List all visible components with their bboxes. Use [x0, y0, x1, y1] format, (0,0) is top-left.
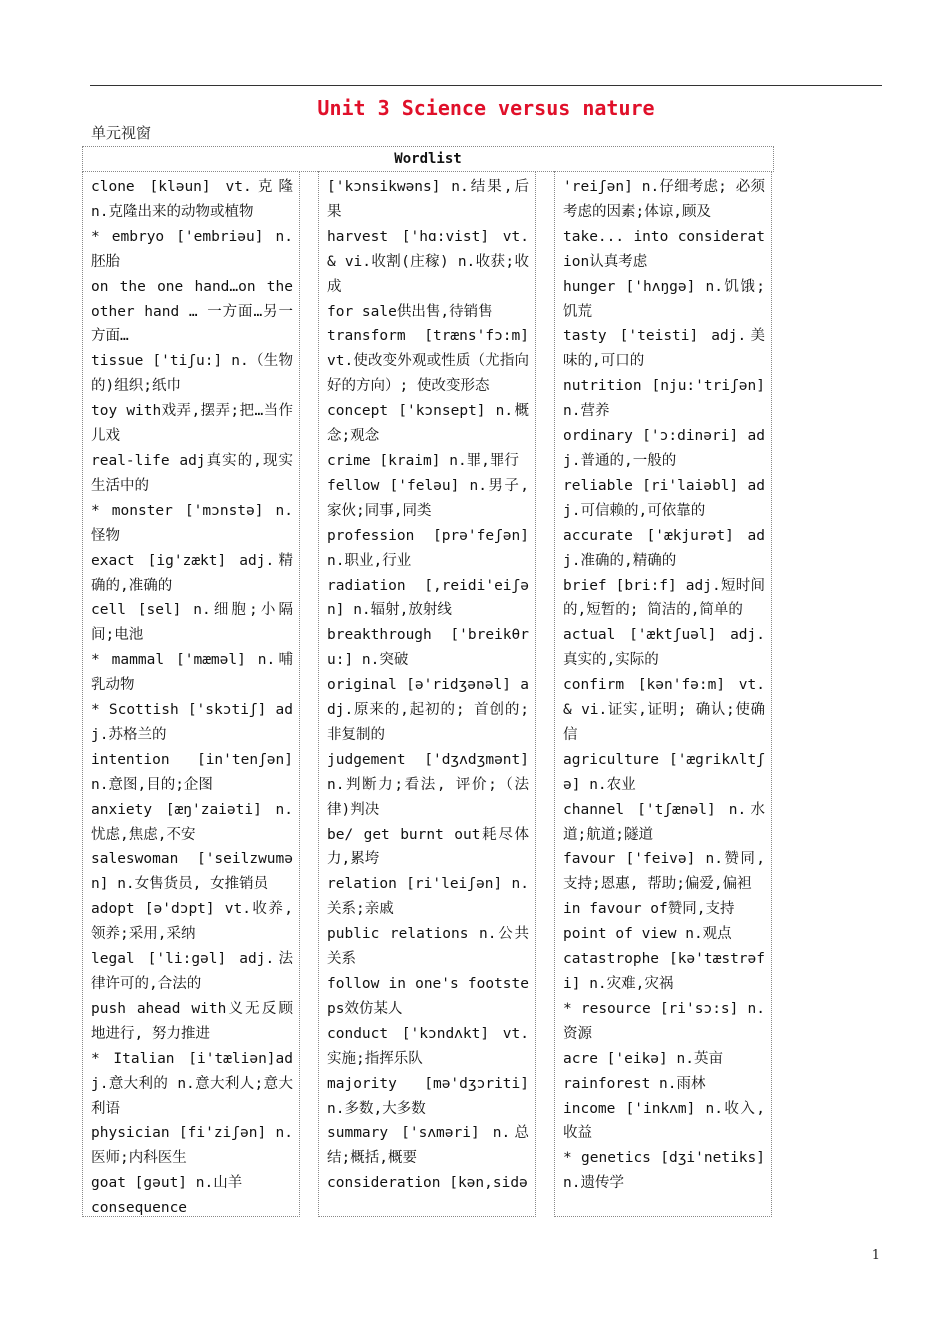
word-entry: adopt [ə'dɔpt] vt.收养,领养;采用,采纳 [91, 901, 293, 943]
word-entry: be/ get burnt out耗尽体力,累垮 [327, 826, 529, 868]
section-label: 单元视窗 [91, 124, 152, 142]
wordlist-column-1 [82, 171, 300, 1217]
word-entry: * monster ['mɔnstə] n.怪物 [91, 502, 293, 544]
word-entry: acre ['eikə] n.英亩 [563, 1050, 723, 1067]
column-3-entries [563, 175, 765, 1196]
word-entry: majority [mə'dʒɔriti] n.多数,大多数 [327, 1075, 529, 1117]
word-entry: push ahead with义无反顾地进行, 努力推进 [91, 1000, 293, 1042]
word-entry: * resource [ri'sɔ:s] n.资源 [563, 1000, 765, 1042]
word-entry: toy with戏弄,摆弄;把…当作儿戏 [91, 403, 293, 445]
word-entry: point of view n.观点 [563, 926, 732, 943]
top-rule [90, 85, 882, 86]
word-entry: real-life adj真实的,现实生活中的 [91, 452, 293, 494]
word-entry: hunger ['hʌŋgə] n.饥饿;饥荒 [563, 278, 765, 320]
word-entry: in favour of赞同,支持 [563, 901, 735, 918]
word-entry: relation [ri'leiʃən] n.关系;亲戚 [327, 876, 529, 918]
page-number: 1 [871, 1248, 880, 1263]
word-entry: take... into consideration认真考虑 [563, 228, 765, 270]
word-entry: profession [prə'feʃən] n.职业,行业 [327, 527, 529, 569]
word-entry: rainforest n.雨林 [563, 1075, 706, 1092]
word-entry: concept ['kɔnsept] n.概念;观念 [327, 403, 529, 445]
word-entry: catastrophe [kə'tæstrəfi] n.灾难,灾祸 [563, 951, 765, 992]
word-entry: channel ['tʃænəl] n.水道;航道;隧道 [563, 801, 765, 843]
word-entry: harvest ['hɑ:vist] vt. & vi.收割(庄稼) n.收获;收成 [327, 228, 529, 295]
word-entry: transform [træns'fɔ:m] vt.使改变外观或性质（尤指向好的方向）; 使改变形态 [327, 328, 529, 395]
wordlist-column-2 [318, 171, 536, 1217]
word-entry: physician [fi'ziʃən] n.医师;内科医生 [91, 1125, 293, 1167]
word-entry: favour ['feivə] n.赞同,支持;恩惠, 帮助;偏爱,偏袒 [563, 851, 765, 893]
word-entry: on the one hand…on the other hand … 一方面…另一方面… [91, 278, 293, 345]
word-entry: tasty ['teisti] adj.美味的,可口的 [563, 328, 765, 370]
word-entry: * mammal ['mæməl] n.哺乳动物 [91, 652, 293, 694]
wordlist-column-3 [554, 171, 772, 1217]
word-entry: saleswoman ['seilzwumən] n.女售货员, 女推销员 [91, 851, 293, 893]
word-entry: radiation [,reidi'eiʃən] n.辐射,放射线 [327, 577, 529, 619]
word-entry: exact [ig'zækt] adj.精确的,准确的 [91, 552, 293, 594]
word-entry: original [ə'ridʒənəl] adj.原来的,起初的; 首创的;非复制的 [327, 677, 529, 743]
word-entry: consequence [91, 1200, 188, 1217]
word-entry: * Italian [i'tæliən]adj.意大利的 n.意大利人;意大利语 [91, 1050, 293, 1117]
word-entry: summary ['sʌməri] n.总结;概括,概要 [327, 1125, 529, 1167]
column-1-entries [91, 175, 293, 1221]
word-entry: consideration [kən,sidə [327, 1175, 528, 1192]
word-entry: ['kɔnsikwəns] n.结果,后果 [327, 179, 529, 220]
word-entry: goat [gəut] n.山羊 [91, 1175, 243, 1192]
word-entry: follow in one's footsteps效仿某人 [327, 976, 529, 1017]
word-entry: reliable [ri'laiəbl] adj.可信赖的,可依靠的 [563, 477, 765, 519]
word-entry: * embryo ['embriəu] n.胚胎 [91, 228, 293, 270]
unit-title: Unit 3 Science versus nature [317, 96, 655, 120]
word-entry: accurate ['ækjurət] adj.准确的,精确的 [563, 527, 765, 569]
word-entry: fellow ['feləu] n.男子,家伙;同事,同类 [327, 477, 529, 519]
word-entry: 'reiʃən] n.仔细考虑; 必须考虑的因素;体谅,顾及 [563, 179, 765, 220]
word-entry: * genetics [dʒi'netiks] n.遗传学 [563, 1150, 765, 1192]
word-entry: nutrition [nju:'triʃən] n.营养 [563, 378, 765, 420]
word-entry: clone [kləun] vt.克隆 n.克隆出来的动物或植物 [91, 179, 293, 220]
word-entry: confirm [kən'fə:m] vt. & vi.证实,证明; 确认;使确信 [563, 677, 765, 743]
word-entry: actual ['æktʃuəl] adj.真实的,实际的 [563, 627, 765, 669]
word-entry: tissue ['tiʃu:] n.（生物的)组织;纸巾 [91, 353, 293, 395]
word-entry: for sale供出售,待销售 [327, 303, 493, 320]
wordlist-header: Wordlist [82, 146, 774, 172]
word-entry: cell [sel] n.细胞;小隔间;电池 [91, 602, 293, 644]
word-entry: ordinary ['ɔ:dinəri] adj.普通的,一般的 [563, 428, 765, 469]
word-entry: judgement ['dʒʌdʒmənt] n.判断力;看法, 评价;（法律)判决 [327, 751, 529, 818]
word-entry: agriculture ['ægrikʌltʃə] n.农业 [563, 751, 765, 793]
word-entry: breakthrough ['breikθru:] n.突破 [327, 627, 529, 669]
word-entry: crime [kraim] n.罪,罪行 [327, 452, 519, 469]
word-entry: * Scottish ['skɔtiʃ] adj.苏格兰的 [91, 702, 293, 743]
word-entry: legal ['li:gəl] adj.法律许可的,合法的 [91, 951, 293, 992]
word-entry: conduct ['kɔndʌkt] vt.实施;指挥乐队 [327, 1025, 529, 1067]
word-entry: anxiety [æŋ'zaiəti] n.忧虑,焦虑,不安 [91, 801, 293, 843]
word-entry: intention [in'tenʃən] n.意图,目的;企图 [91, 751, 293, 793]
word-entry: income ['inkʌm] n.收入,收益 [563, 1100, 765, 1142]
column-2-entries [327, 175, 529, 1196]
word-entry: brief [bri:f] adj.短时间的,短暂的; 简洁的,简单的 [563, 577, 765, 619]
word-entry: public relations n.公共关系 [327, 926, 529, 968]
